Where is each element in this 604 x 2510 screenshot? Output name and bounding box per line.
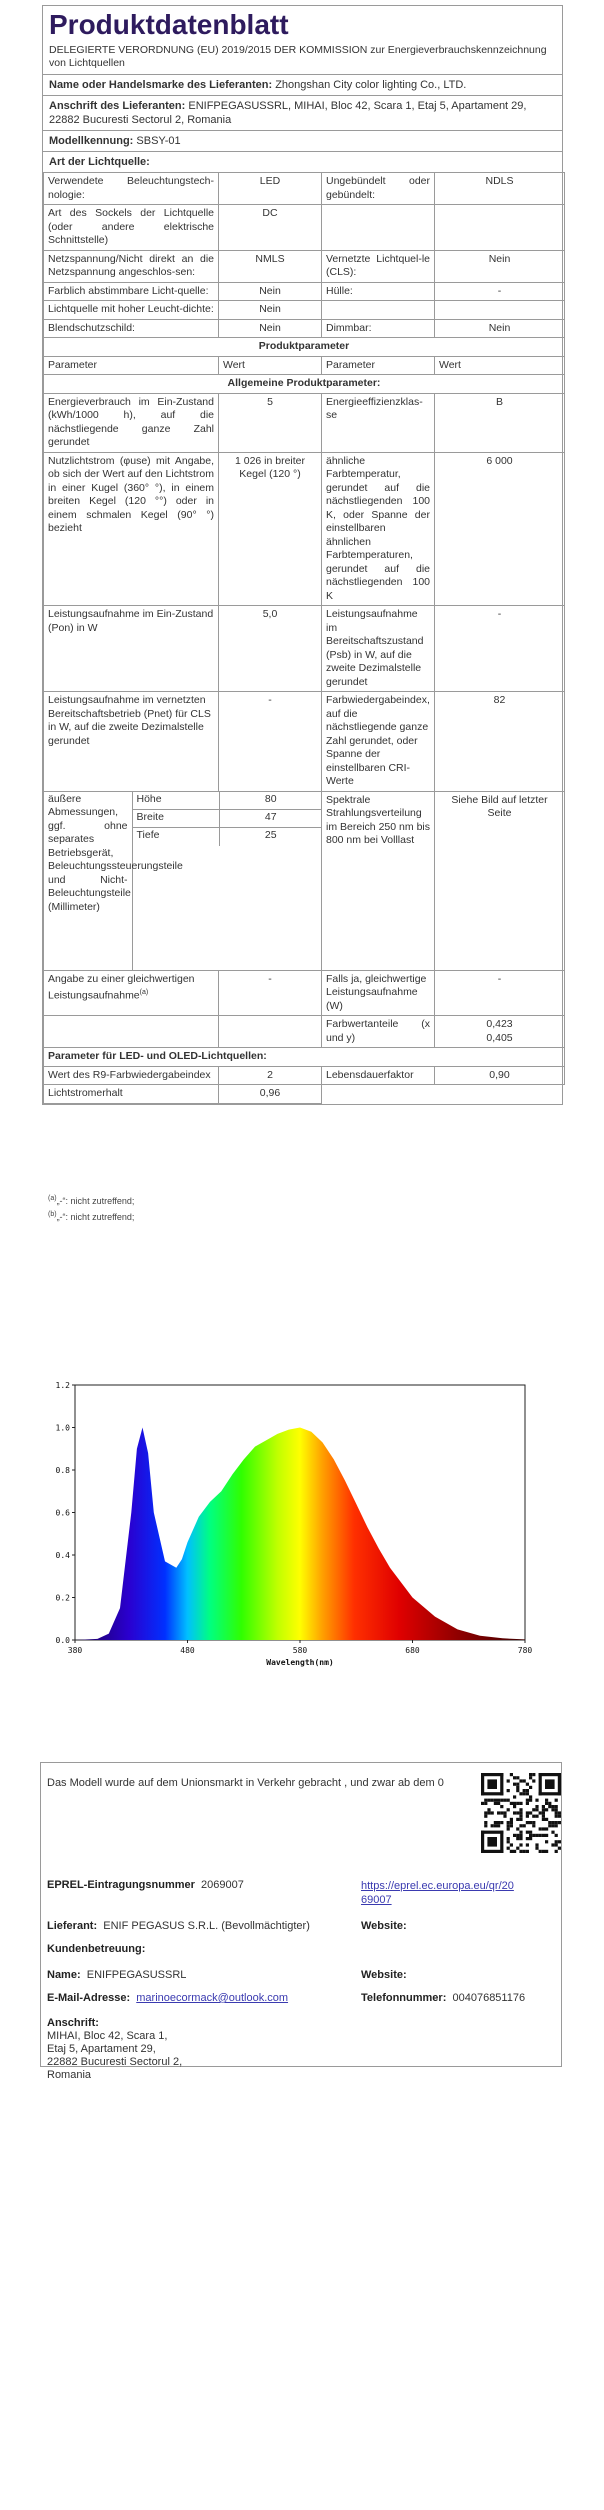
col-param-2: Parameter [322,356,435,375]
type-cell-v1: Nein [219,282,322,301]
spectrum-label: Spektrale Strahlungsverteilung im Bereich 250 nm bis 800 nm bei Volllast [322,791,435,970]
r9-label: Wert des R9-Farbwiedergabeindex [44,1066,219,1085]
type-cell-l1: Lichtquelle mit hoher Leucht-dichte: [44,301,219,320]
footnotes [42,1190,563,1224]
service-name: Name: ENIFPEGASUSSRL [47,1969,187,1981]
y-tick-label: 0.2 [55,1593,70,1603]
led-params-title: Parameter für LED- und OLED-Lichtquellen: [44,1048,565,1067]
trademark-label: Name oder Handelsmarke des Lieferanten: [49,79,273,91]
type-cell-v2: - [435,282,565,301]
type-row [44,319,565,338]
spectrum-chart [55,1375,545,1675]
type-cell-v2: NDLS [435,173,565,205]
sheet-title: Produktdatenblatt [49,9,289,40]
type-cell-v1: DC [219,205,322,251]
efficiency-value: B [435,393,565,452]
email-link[interactable]: marinoecormack@outlook.com [136,1992,289,2004]
address-label: Anschrift des Lieferanten: [49,100,186,112]
service-address: Anschrift: MIHAI, Bloc 42, Scara 1, Etaj 5, Apartament 29, 22882 Bucuresti Sectorul 2, Romania [47,2017,183,2081]
type-cell-l1: Verwendete Beleuchtungstech-nologie: [44,173,219,205]
model-label: Modellkennung: [49,135,134,147]
type-cell-v1: NMLS [219,250,322,282]
x-tick-label: 780 [517,1646,533,1655]
chromaticity-label: Farbwertanteile (x und y) [322,1016,435,1048]
type-cell-l2: Vernetzte Lichtquel-le (CLS): [322,250,435,282]
type-row [44,282,565,301]
pon-value: 5,0 [219,606,322,692]
type-cell-l2: Hülle: [322,282,435,301]
y-tick-label: 0.8 [55,1466,70,1475]
pon-label: Leistungsaufnahme im Ein-Zustand (Pon) in W [44,606,219,692]
col-value: Wert [219,356,322,375]
type-cell-l1: Netzspannung/Nicht direkt an die Netzspannung angeschlos-sen: [44,250,219,282]
spectrum-svg [55,1375,545,1675]
service-website: Website: [361,1969,407,1981]
x-tick-label: 580 [292,1646,308,1655]
x-tick-label: 380 [67,1646,83,1655]
type-row [44,173,565,205]
y-tick-label: 1.0 [55,1423,70,1433]
email: E-Mail-Adresse: marinoecormack@outlook.com [47,1992,289,2004]
trademark-value: Zhongshan City color lighting Co., LTD. [275,79,467,91]
footnote-b: $^{(b)}$„-“: nicht zutreffend; [48,1211,135,1222]
y-tick-label: 0.6 [55,1508,70,1518]
r9-value: 2 [219,1066,322,1085]
flux-value: 1 026 in breiter Kegel (120 °) [219,452,322,606]
lumen-maintenance-value: 0,96 [219,1085,322,1104]
lifetime-label: Lebensdauerfaktor [322,1066,435,1085]
y-tick-label: 0.0 [55,1636,70,1645]
type-cell-l1: Farblich abstimmbare Licht-quelle: [44,282,219,301]
model-value: SBSY-01 [136,135,181,147]
supplier-website: Website: [361,1920,407,1932]
type-cell-v2: Nein [435,250,565,282]
type-cell-v1: Nein [219,319,322,338]
x-axis-label: Wavelength(nm) [266,1658,334,1667]
psb-value: - [435,606,565,692]
lifetime-value: 0,90 [435,1066,565,1085]
qr-code-icon [481,1773,561,1853]
section-title: Produktparameter [44,338,565,357]
type-row [44,205,565,251]
spectrum-value: Siehe Bild auf letzter Seite [435,791,565,970]
cri-label: Farbwiedergabeindex, auf die nächstliegende ganze Zahl gerundet, oder Spanne der einstellbaren CRI-Werte [322,692,435,792]
psb-label: Leistungsaufnahme im Bereitschaftszustand (Psb) in W, auf die zweite Dezimalstelle gerundet [322,606,435,692]
y-tick-label: 0.4 [55,1551,70,1560]
trademark-row [43,74,562,95]
type-cell-v2 [435,205,565,251]
general-params-title: Allgemeine Produktparameter: [44,375,565,394]
sheet-subtitle: DELEGIERTE VERORDNUNG (EU) 2019/2015 DER KOMMISSION zur Energieverbrauchskennzeichnung von Lichtquellen [49,44,547,69]
type-cell-v2 [435,301,565,320]
type-cell-l1: Blendschutzschild: [44,319,219,338]
energy-label: Energieverbrauch im Ein-Zustand (kWh/1000 h), auf die nächstliegende ganze Zahl gerundet [44,393,219,452]
equivalent-value: - [219,970,322,1016]
col-param: Parameter [44,356,219,375]
flux-label: Nutzlichtstrom (φuse) mit Angabe, ob sich der Wert auf den Lichtstrom in einer Kugel (360° °), in einem breiten Kegel (120 °°) oder in einem schmalen Kegel (90° °) bezieht [44,452,219,606]
type-cell-v1: LED [219,173,322,205]
type-cell-l2 [322,205,435,251]
col-value-2: Wert [435,356,565,375]
cri-value: 82 [435,692,565,792]
cct-label: ähnliche Farbtemperatur, gerundet auf die nächstliegenden 100 K, oder Spanne der einstellbaren ähnlichen Farbtemperaturen, gerundet auf die nächstliegenden 100 K [322,452,435,606]
model-row [43,130,562,151]
eprel-link[interactable]: https://eprel.ec.europa.eu/qr/20 69007 [361,1880,514,1906]
x-tick-label: 680 [405,1646,420,1655]
supplier: Lieferant: ENIF PEGASUS S.R.L. (Bevollmächtigter) [47,1920,310,1932]
equivalent-label: Angabe zu einer gleichwertigen Leistungsaufnahme$^{(a)}$ [44,970,219,1016]
address-value: ENIFPEGASUSSRL, MIHAI, Bloc 42, Scara 1, Etaj 5, Apartament 29, 22882 Bucuresti Sectorul 2, Romania [49,100,527,126]
eprel-number: EPREL-Eintragungsnummer 2069007 [47,1879,244,1891]
type-cell-v2: Nein [435,319,565,338]
type-row [44,250,565,282]
spectrum-area [75,1428,525,1641]
type-row [44,301,565,320]
pnet-value: - [219,692,322,792]
product-data-sheet [42,5,563,1105]
height-value: 80 [219,792,322,810]
lumen-maintenance-label: Lichtstromerhalt [44,1085,219,1104]
equivalent-power-label: Falls ja, gleichwertige Leistungsaufnahme (W) [322,970,435,1016]
customer-service: Kundenbetreuung: [47,1943,146,1955]
cct-value: 6 000 [435,452,565,606]
type-cell-l2 [322,301,435,320]
depth-label: Tiefe [132,828,219,846]
type-header: Art der Lichtquelle: [43,151,562,172]
type-cell-v1: Nein [219,301,322,320]
phone: Telefonnummer: 004076851176 [361,1992,526,2004]
type-cell-l2: Dimmbar: [322,319,435,338]
type-cell-l1: Art des Sockels der Lichtquelle (oder andere elektrische Schnittstelle) [44,205,219,251]
y-tick-label: 1.2 [55,1381,70,1390]
market-intro: Das Modell wurde auf dem Unionsmarkt in Verkehr gebracht , und zwar ab dem 0 [47,1777,444,1789]
width-value: 47 [219,810,322,828]
height-label: Höhe [132,792,219,810]
eprel-card [40,1762,562,2081]
depth-value: 25 [219,828,322,846]
type-cell-l2: Ungebündelt oder gebündelt: [322,173,435,205]
chromaticity-value: 0,423 0,405 [435,1016,565,1048]
dimensions-label: äußere Abmessungen, ggf. ohne separates Betriebsgerät, Beleuchtungssteuerungsteile und Nicht-Beleuchtungsteile (Millimeter) [44,792,132,970]
equivalent-power-value: - [435,970,565,1016]
parameter-table [43,172,565,1104]
energy-value: 5 [219,393,322,452]
footnote-a: $^{(a)}$„-“: nicht zutreffend; [48,1195,135,1206]
efficiency-label: Energieeffizienzklas-se [322,393,435,452]
pnet-label: Leistungsaufnahme im vernetzten Bereitschaftsbetrieb (Pnet) für CLS in W, auf die zweite Dezimalstelle gerundet [44,692,219,792]
x-tick-label: 480 [180,1646,195,1655]
dimensions-cell [44,791,322,970]
address-row [43,95,562,130]
width-label: Breite [132,810,219,828]
